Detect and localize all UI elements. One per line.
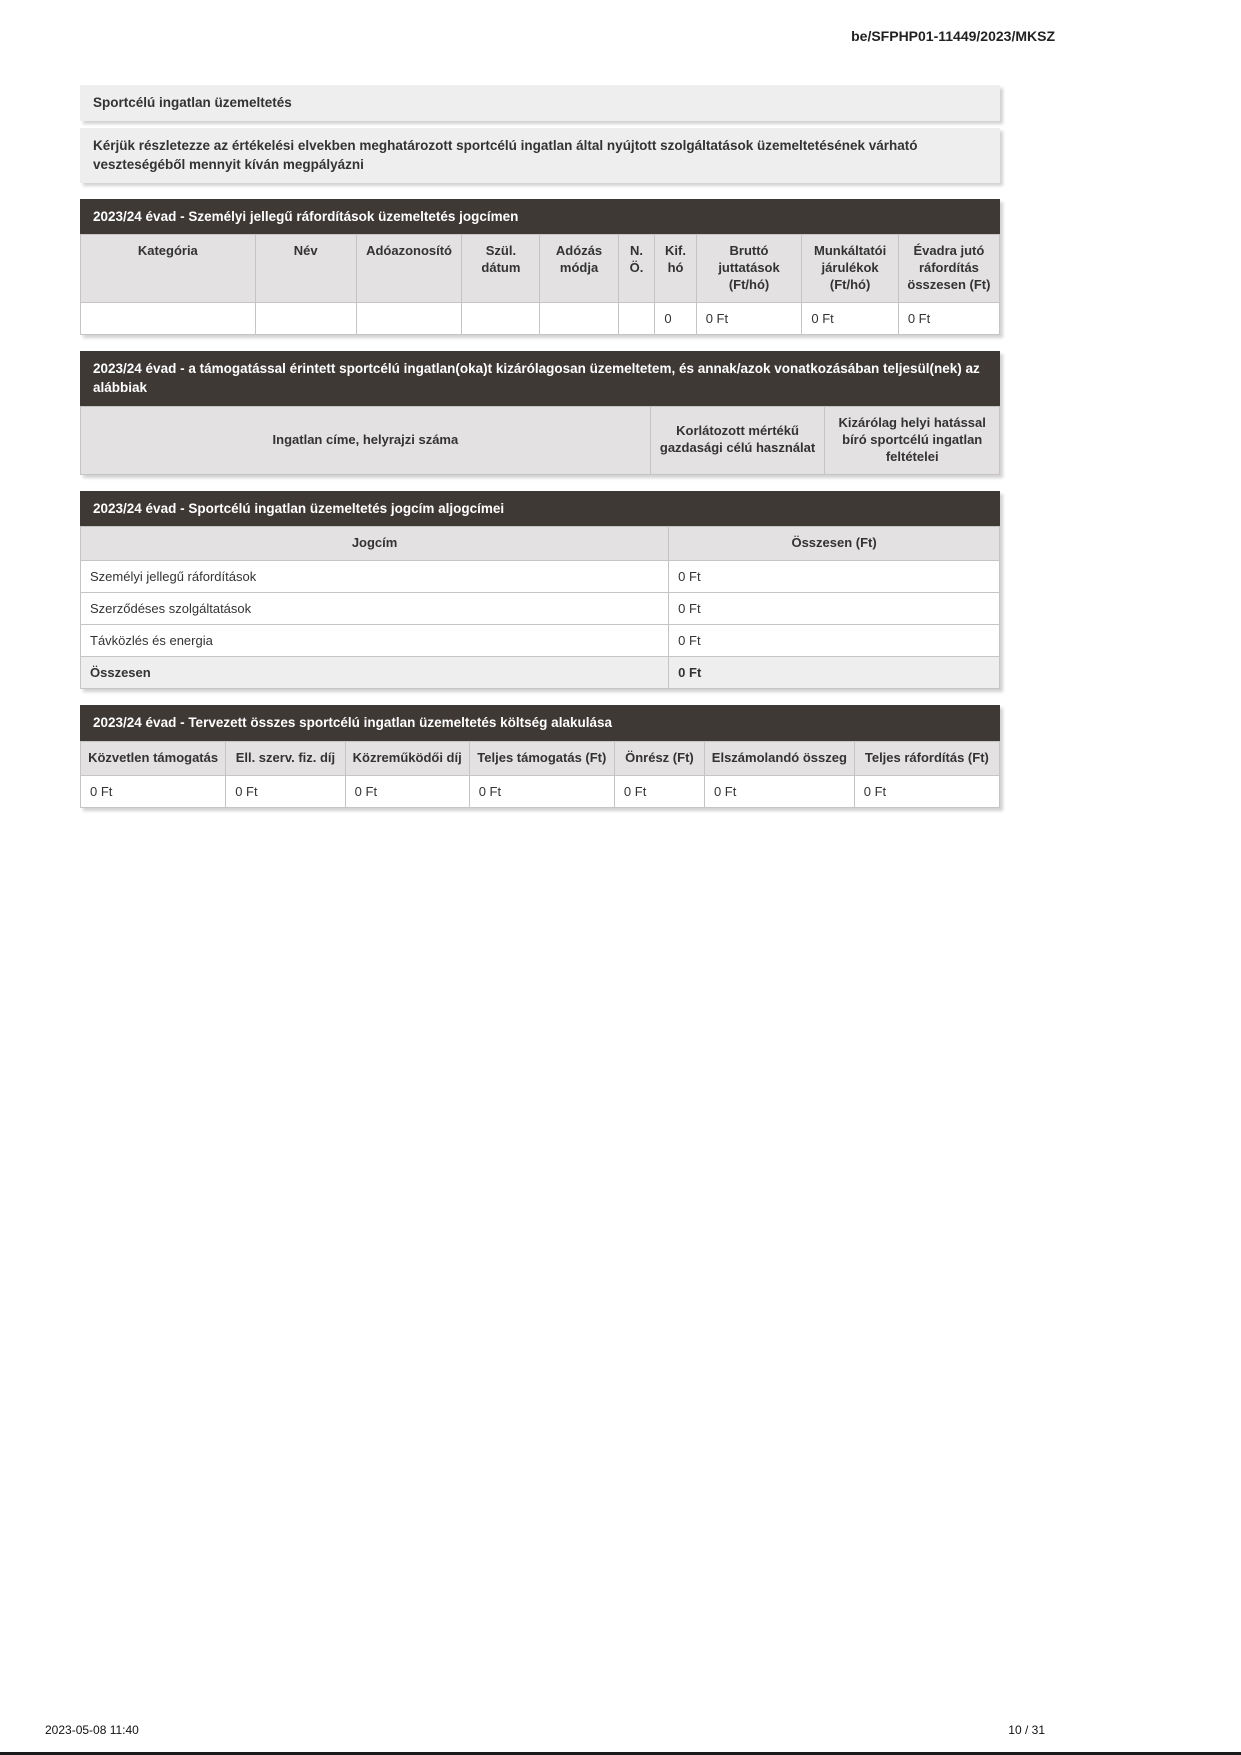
cell-n-o [618, 302, 655, 334]
cell-taxation-mode [540, 302, 618, 334]
footer-page-number: 10 / 31 [1008, 1723, 1045, 1737]
cell-value: 0 Ft [669, 561, 1000, 593]
sub-titles-table [80, 526, 1000, 689]
cell-audit-fee: 0 Ft [226, 775, 345, 807]
cell-payout-months: 0 [655, 302, 696, 334]
cell-category [81, 302, 256, 334]
intro-description: Kérjük részletezze az értékelési elvekben meghatározott sportcélú ingatlan által nyújtott szolgáltatások üzemeltetésének várható veszteségéből mennyit kíván megpályázni [80, 128, 1000, 183]
col-payout-months: Kif. hó [655, 235, 696, 303]
col-audit-fee: Ell. szerv. fiz. díj [226, 741, 345, 775]
cell-intermediary-fee: 0 Ft [345, 775, 469, 807]
table-row [81, 561, 1000, 593]
section-exclusive-title: 2023/24 évad - a támogatással érintett sportcélú ingatlan(oka)t kizárólagosan üzemeltetem, és annak/azok vonatkozásában teljesül(nek) az alábbiak [80, 351, 1000, 406]
cell-season-total: 0 Ft [898, 302, 999, 334]
document-reference: be/SFPHP01-11449/2023/MKSZ [851, 28, 1055, 44]
cell-direct-support: 0 Ft [81, 775, 226, 807]
exclusive-operation-table [80, 406, 1000, 475]
col-category: Kategória [81, 235, 256, 303]
cell-value: 0 Ft [669, 625, 1000, 657]
col-property-address: Ingatlan címe, helyrajzi száma [81, 407, 651, 475]
col-employer-contributions: Munkáltatói járulékok (Ft/hó) [802, 235, 898, 303]
cell-gross-benefits: 0 Ft [696, 302, 802, 334]
section-exclusive-operation [80, 351, 1000, 475]
cell-label: Távközlés és energia [81, 625, 669, 657]
cell-own-share: 0 Ft [614, 775, 704, 807]
sub-titles-header-row [81, 527, 1000, 561]
cell-value: 0 Ft [669, 593, 1000, 625]
page-footer [45, 1723, 1045, 1737]
col-total-support: Teljes támogatás (Ft) [469, 741, 614, 775]
cell-label: Személyi jellegű ráfordítások [81, 561, 669, 593]
personnel-header-row [81, 235, 1000, 303]
col-name: Név [255, 235, 356, 303]
page-title: Sportcélú ingatlan üzemeltetés [80, 85, 1000, 121]
exclusive-header-row [81, 407, 1000, 475]
table-row [81, 625, 1000, 657]
col-local-impact-conditions: Kizárólag helyi hatással bíró sportcélú ingatlan feltételei [825, 407, 1000, 475]
table-row [81, 593, 1000, 625]
col-taxation-mode: Adózás módja [540, 235, 618, 303]
section-sub-titles [80, 491, 1000, 689]
cell-accountable-amount: 0 Ft [704, 775, 854, 807]
cell-label: Szerződéses szolgáltatások [81, 593, 669, 625]
planned-costs-header-row [81, 741, 1000, 775]
col-birth-date: Szül. dátum [462, 235, 540, 303]
planned-costs-data-row [81, 775, 1000, 807]
col-n-o: N. Ö. [618, 235, 655, 303]
personnel-table [80, 234, 1000, 335]
col-total-ft: Összesen (Ft) [669, 527, 1000, 561]
col-limited-economic-use: Korlátozott mértékű gazdasági célú használat [650, 407, 825, 475]
col-gross-benefits: Bruttó juttatások (Ft/hó) [696, 235, 802, 303]
personnel-data-row [81, 302, 1000, 334]
cell-total-support: 0 Ft [469, 775, 614, 807]
section-personnel-title: 2023/24 évad - Személyi jellegű ráfordítások üzemeltetés jogcímen [80, 199, 1000, 235]
col-tax-id: Adóazonosító [356, 235, 462, 303]
total-row [81, 657, 1000, 689]
cell-tax-id [356, 302, 462, 334]
col-intermediary-fee: Közreműködői díj [345, 741, 469, 775]
planned-costs-table [80, 741, 1000, 808]
cell-total-label: Összesen [81, 657, 669, 689]
col-direct-support: Közvetlen támogatás [81, 741, 226, 775]
col-total-expenditure: Teljes ráfordítás (Ft) [854, 741, 999, 775]
cell-total-value: 0 Ft [669, 657, 1000, 689]
page-content [80, 85, 1000, 808]
cell-name [255, 302, 356, 334]
cell-total-expenditure: 0 Ft [854, 775, 999, 807]
col-season-total: Évadra jutó ráfordítás összesen (Ft) [898, 235, 999, 303]
cell-employer-contributions: 0 Ft [802, 302, 898, 334]
section-personnel-expenses [80, 199, 1000, 335]
cell-birth-date [462, 302, 540, 334]
section-sub-titles-title: 2023/24 évad - Sportcélú ingatlan üzemeltetés jogcím aljogcímei [80, 491, 1000, 527]
footer-timestamp: 2023-05-08 11:40 [45, 1723, 139, 1737]
col-accountable-amount: Elszámolandó összeg [704, 741, 854, 775]
section-planned-costs [80, 705, 1000, 807]
section-planned-costs-title: 2023/24 évad - Tervezett összes sportcélú ingatlan üzemeltetés költség alakulása [80, 705, 1000, 741]
col-legal-title: Jogcím [81, 527, 669, 561]
col-own-share: Önrész (Ft) [614, 741, 704, 775]
